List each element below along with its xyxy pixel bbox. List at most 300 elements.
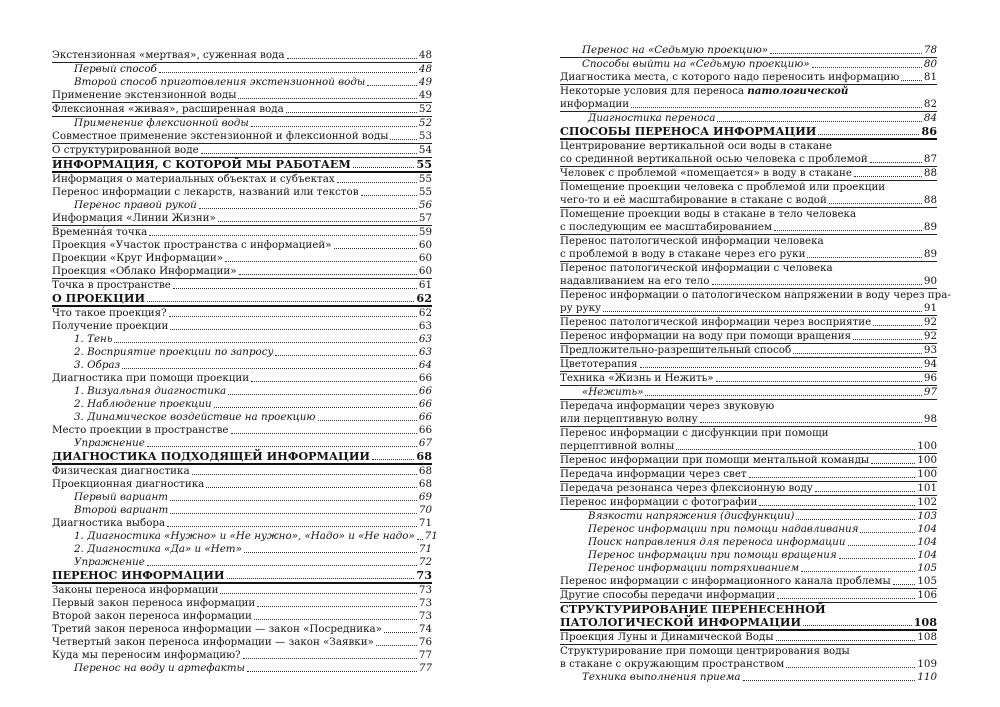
toc-entry [560, 536, 937, 549]
toc-entry [560, 468, 937, 482]
page-number: 70 [418, 504, 432, 516]
dot-leader [631, 107, 922, 108]
toc-entry-title: О структурированной воде [52, 144, 199, 156]
toc-entry [560, 125, 937, 140]
page-number: 106 [917, 589, 937, 601]
toc-entry [560, 344, 937, 358]
toc-entry [52, 424, 432, 437]
page-number: 55 [418, 173, 432, 185]
toc-entry-title: Информация «Линии Жизни» [52, 212, 216, 224]
dot-leader [853, 339, 922, 340]
page-number: 76 [418, 636, 432, 648]
toc-entry-title: Куда мы переносим информацию? [52, 649, 241, 661]
dot-leader [247, 671, 417, 672]
dot-leader [676, 449, 915, 450]
toc-entry [560, 58, 937, 71]
page-number: 69 [418, 491, 432, 503]
toc-entry-title: Некоторые условия для переноса [560, 85, 745, 97]
page-number: 73 [418, 584, 432, 596]
toc-entry-title: ИНФОРМАЦИЯ, С КОТОРОЙ МЫ РАБОТАЕМ [52, 157, 351, 171]
page-number: 73 [418, 597, 432, 609]
dot-leader [717, 121, 922, 122]
toc-entry [52, 212, 432, 226]
dot-leader [818, 134, 919, 135]
toc-entry [560, 386, 937, 400]
toc-entry [560, 262, 937, 289]
toc-entry [52, 49, 432, 63]
toc-entry [560, 482, 937, 496]
toc-entry-title: 2. Диагностика «Да» и «Нет» [74, 543, 242, 555]
dot-leader [251, 381, 417, 382]
dot-leader [286, 112, 417, 113]
dot-leader [220, 593, 416, 594]
dot-leader [257, 606, 417, 607]
toc-entry-title: Перенос на воду и артефакты [74, 662, 245, 674]
page-number: 97 [923, 386, 937, 398]
toc-entry-title: ПАТОЛОГИЧЕСКОЙ ИНФОРМАЦИИ [560, 615, 802, 629]
page-number: 63 [418, 346, 432, 358]
page-number: 49 [418, 89, 432, 101]
dot-leader [228, 394, 417, 395]
page-number: 66 [418, 372, 432, 384]
toc-entry [560, 358, 937, 372]
page-number: 73 [418, 610, 432, 622]
toc-entry [52, 636, 432, 649]
page-number: 68 [416, 449, 432, 463]
page-number: 53 [418, 130, 432, 142]
page-number: 88 [923, 167, 937, 179]
toc-entry-title: Экстензионная «мертвая», суженная вода [52, 49, 285, 61]
toc-entry [52, 346, 432, 359]
toc-entry-title: Физическая диагностика [52, 465, 190, 477]
toc-entry [560, 510, 937, 523]
toc-entry-title: Точка в пространстве [52, 279, 171, 291]
toc-entry [560, 316, 937, 330]
dot-leader [801, 571, 915, 572]
page-number: 104 [917, 523, 937, 535]
page-number: 88 [923, 194, 937, 206]
toc-entry [52, 76, 432, 89]
page-number: 109 [917, 658, 937, 670]
toc-entry-title: Техника «Жизнь и Нежить» [560, 372, 714, 384]
toc-entry-title: Временна́я точка [52, 226, 148, 238]
toc-entry [52, 398, 432, 411]
toc-entry-title: Диагностика переноса [588, 112, 716, 124]
page-number: 80 [923, 58, 937, 70]
dot-leader [372, 459, 414, 460]
toc-entry [52, 491, 432, 504]
toc-entry-title: Второй вариант [74, 504, 169, 516]
dot-leader [812, 67, 922, 68]
dot-leader [854, 176, 922, 177]
toc-entry [52, 359, 432, 372]
toc-entry [560, 454, 937, 468]
dot-leader [206, 487, 417, 488]
toc-entry [52, 610, 432, 623]
toc-entry [52, 173, 432, 186]
toc-entry [560, 671, 937, 684]
toc-entry-title: «Нежить» [582, 386, 644, 398]
page-number: 91 [923, 302, 937, 314]
toc-entry-title: Передача резонанса через флексионную воду [560, 482, 813, 494]
toc-entry [52, 530, 438, 543]
page-number: 62 [418, 307, 432, 319]
dot-leader [367, 85, 417, 86]
dot-leader [870, 162, 922, 163]
toc-entry [560, 208, 937, 235]
toc-entry-title: Структурирование при помощи центрирования воды [560, 645, 850, 657]
toc-entry-title: Помещение проекции человека с проблемой или проекции [560, 181, 886, 193]
page-number: 105 [917, 575, 937, 587]
toc-entry [52, 543, 432, 556]
toc-entry-title: 1. Тень [74, 333, 113, 345]
page-number: 100 [917, 440, 937, 452]
toc-entry-title: Помещение проекции воды в стакане в тело человека [560, 208, 857, 220]
toc-entry-title: Проекция «Облако Информации» [52, 265, 237, 277]
page-number: 60 [418, 252, 432, 264]
toc-entry-title: Перенос информации на воду при помощи вращения [560, 330, 852, 342]
dot-leader [749, 477, 916, 478]
dot-leader [384, 632, 417, 633]
toc-entry-title: Перенос патологической информации с человека [560, 262, 833, 274]
toc-entry-title: Диагностика выбора [52, 517, 166, 529]
toc-entry-title: 1. Диагностика «Нужно» и «Не нужно», «Надо» и «Не надо» [74, 530, 415, 542]
page-number: 72 [418, 556, 432, 568]
toc-entry [52, 584, 432, 597]
toc-entry-title: Получение проекции [52, 320, 169, 332]
toc-entry-title: Передача информации через звуковую [560, 400, 775, 412]
toc-entry-title: чего-то и её масштабирование в стакане с водой [560, 194, 827, 206]
toc-entry-title: или перцептивную волну [560, 413, 698, 425]
dot-leader [122, 368, 417, 369]
dot-leader [147, 446, 417, 447]
dot-leader [770, 53, 922, 54]
page-number: 55 [416, 157, 432, 171]
page-number: 74 [418, 623, 432, 635]
toc-entry-title: Техника выполнения приема [582, 671, 741, 683]
dot-leader [218, 221, 417, 222]
page-number: 89 [923, 221, 937, 233]
dot-leader [225, 261, 417, 262]
toc-entry-title-line [560, 235, 937, 248]
toc-entry [52, 144, 432, 158]
page-number: 98 [923, 413, 937, 425]
page-number: 90 [923, 275, 937, 287]
page-number: 71 [424, 530, 438, 542]
dot-leader [114, 342, 416, 343]
toc-entry [560, 181, 937, 208]
toc-entry [560, 400, 937, 427]
toc-entry [560, 167, 937, 181]
toc-entry-title: Информация о материальных объектах и субъектах [52, 173, 335, 185]
page-number: 62 [416, 291, 432, 305]
toc-entry [52, 186, 432, 199]
toc-entry-title: Третий закон переноса информации — закон «Посредника» [52, 623, 382, 635]
toc-entry [560, 589, 937, 603]
page-number: 55 [418, 186, 432, 198]
dot-leader [603, 311, 922, 312]
dot-leader [417, 539, 423, 540]
dot-leader [199, 208, 417, 209]
toc-entry-title: Диагностика места, с которого надо переносить информацию [560, 71, 900, 83]
page-number: 48 [418, 63, 432, 75]
toc-entry-title: Перенос правой рукой [74, 199, 197, 211]
toc-entry-title: Флексионная «живая», расширенная вода [52, 103, 284, 115]
toc-entry [52, 333, 432, 346]
toc-entry [52, 252, 432, 265]
dot-leader [901, 80, 922, 81]
toc-entry-title: Другие способы передачи информации [560, 589, 776, 601]
toc-entry-title: Проекционная диагностика [52, 478, 205, 490]
dot-leader [231, 433, 417, 434]
dot-leader [239, 274, 417, 275]
dot-leader [173, 288, 417, 289]
toc-entry-title: Применение экстензионной воды [52, 89, 237, 101]
toc-entry-title: Перенос информации с информационного канала проблемы [560, 575, 891, 587]
toc-entry-title: Предложительно-разрешительный способ [560, 344, 792, 356]
dot-leader [353, 167, 415, 168]
toc-entry-title: Проекции «Круг Информации» [52, 252, 223, 264]
toc-entry [560, 235, 937, 262]
toc-entry-title: перцептивной волны [560, 440, 675, 452]
toc-entry-title: Применение флексионной воды [74, 117, 249, 129]
page-number: 48 [418, 49, 432, 61]
page-number: 104 [917, 536, 937, 548]
toc-entry-title-line [560, 85, 937, 98]
toc-entry-title-line [560, 427, 937, 440]
toc-entry [52, 265, 432, 279]
page-number: 59 [418, 226, 432, 238]
page-number: 77 [418, 649, 432, 661]
toc-entry-title: Законы переноса информации [52, 584, 219, 596]
page-number: 86 [921, 124, 937, 138]
dot-leader [169, 316, 417, 317]
toc-entry-title: СПОСОБЫ ПЕРЕНОСА ИНФОРМАЦИИ [560, 124, 817, 138]
toc-entry-title: Перенос патологической информации через восприятие [560, 316, 872, 328]
dot-leader [640, 367, 922, 368]
toc-entry [52, 307, 432, 320]
toc-entry-title: ДИАГНОСТИКА ПОДХОДЯЩЕЙ ИНФОРМАЦИИ [52, 449, 370, 463]
toc-entry [560, 372, 937, 386]
page-number: 60 [418, 239, 432, 251]
toc-entry-title: Проекция Луны и Динамической Воды [560, 631, 774, 643]
dot-leader [743, 680, 916, 681]
page-number: 71 [418, 517, 432, 529]
toc-entry [52, 662, 432, 675]
toc-entry-title: ПЕРЕНОС ИНФОРМАЦИИ [52, 568, 225, 582]
page-number: 49 [418, 76, 432, 88]
dot-leader [774, 230, 922, 231]
toc-entry-title: Диагностика при помощи проекции [52, 372, 250, 384]
dot-leader [170, 500, 417, 501]
toc-entry [52, 292, 432, 307]
toc-entry-title: Что такое проекция? [52, 307, 167, 319]
page-number: 66 [418, 398, 432, 410]
page-number: 110 [917, 671, 937, 683]
toc-entry-title: Центрирование вертикальной оси воды в стакане [560, 140, 832, 152]
dot-leader [712, 284, 922, 285]
toc-entry [52, 623, 432, 636]
dot-leader [238, 98, 416, 99]
dot-leader [776, 640, 916, 641]
toc-entry [52, 63, 432, 76]
toc-entry-title: Перенос информации при помощи ментальной команды [560, 454, 870, 466]
page-number: 64 [418, 359, 432, 371]
page-number: 92 [923, 330, 937, 342]
toc-entry-title-line [560, 289, 951, 302]
toc-entry-title: информации [560, 98, 630, 110]
toc-entry [560, 140, 937, 167]
page-number: 73 [416, 568, 432, 582]
toc-entry [560, 562, 937, 575]
toc-entry [560, 496, 937, 510]
toc-entry [52, 372, 432, 385]
page-number: 81 [923, 71, 937, 83]
dot-leader [361, 195, 417, 196]
page-number: 66 [418, 411, 432, 423]
page-number: 56 [418, 199, 432, 211]
dot-leader [796, 519, 915, 520]
toc-entry-title: Передача информации через свет [560, 468, 747, 480]
toc-entry [52, 649, 432, 662]
page-number: 92 [923, 316, 937, 328]
page-number: 87 [923, 153, 937, 165]
page-number: 101 [917, 482, 937, 494]
toc-entry-title: О ПРОЕКЦИИ [52, 291, 146, 305]
page-number: 108 [913, 615, 937, 629]
toc-entry [560, 289, 951, 316]
page-number: 84 [923, 112, 937, 124]
toc-entry-title-line [560, 208, 937, 221]
toc-entry [52, 320, 432, 333]
dot-leader [147, 301, 414, 302]
dot-leader [287, 58, 417, 59]
dot-leader [829, 203, 922, 204]
toc-entry [560, 44, 937, 58]
dot-leader [227, 578, 415, 579]
toc-entry [52, 465, 432, 478]
toc-entry [560, 523, 937, 536]
toc-entry-title: Первый закон переноса информации [52, 597, 256, 609]
dot-leader [159, 72, 417, 73]
toc-entry-title: надавливанием на его тело [560, 275, 710, 287]
toc-entry-title: Первый вариант [74, 491, 168, 503]
page-number: 100 [917, 454, 937, 466]
toc-entry-title: Второй закон переноса информации [52, 610, 252, 622]
dot-leader [254, 619, 417, 620]
left-toc-page [52, 49, 438, 675]
page-number: 82 [923, 98, 937, 110]
toc-entry [52, 103, 432, 117]
toc-entry-title: Упражнение [74, 437, 145, 449]
dot-leader [893, 584, 916, 585]
page-number: 57 [418, 212, 432, 224]
page-number: 96 [923, 372, 937, 384]
dot-leader [337, 182, 417, 183]
toc-entry-title: Четвертый закон переноса информации — закон «Заявки» [52, 636, 374, 648]
page-number: 68 [418, 465, 432, 477]
toc-entry-title: Перенос информации с фотографии [560, 496, 758, 508]
toc-entry [560, 427, 937, 454]
page-number: 60 [418, 265, 432, 277]
toc-entry [52, 569, 432, 584]
toc-entry-title: Перенос патологической информации человека [560, 235, 824, 247]
toc-entry-title-line [560, 400, 937, 413]
toc-entry-title: с последующим ее масштабированием [560, 221, 772, 233]
toc-entry-title: Перенос на «Седьмую проекцию» [582, 44, 769, 56]
toc-entry-title: Вязкости напряжения (дисфункции) [588, 510, 795, 522]
page-number: 78 [923, 44, 937, 56]
page-number: 66 [418, 385, 432, 397]
toc-entry-title: Второй способ приготовления экстензионной воды [74, 76, 366, 88]
toc-entry-title-line [560, 140, 937, 153]
toc-entry-title: Перенос информации при помощи надавливания [588, 523, 859, 535]
dot-leader [807, 257, 921, 258]
toc-entry [560, 85, 937, 112]
toc-entry-title-line [560, 262, 937, 275]
page-number: 71 [418, 543, 432, 555]
page-number: 94 [923, 358, 937, 370]
toc-entry-title: в стакане с окружающим пространством [560, 658, 785, 670]
dot-leader [376, 645, 417, 646]
toc-entry [52, 199, 432, 212]
dot-leader [716, 381, 922, 382]
page-number: 105 [917, 562, 937, 574]
toc-entry [52, 385, 432, 398]
toc-entry-title-line [560, 181, 937, 194]
dot-leader [871, 463, 915, 464]
toc-entry-title-line [560, 645, 937, 658]
dot-leader [167, 526, 417, 527]
dot-leader [318, 420, 417, 421]
page-number: 52 [418, 117, 432, 129]
page-number: 104 [917, 549, 937, 561]
dot-leader [275, 355, 416, 356]
toc-entry-title: Упражнение [74, 556, 145, 568]
page-number: 52 [418, 103, 432, 115]
toc-entry-title: Первый способ [74, 63, 157, 75]
toc-entry-title: Перенос информации с дисфункции при помощи [560, 427, 829, 439]
dot-leader [860, 532, 915, 533]
toc-entry [52, 504, 432, 517]
dot-leader [244, 552, 417, 553]
toc-entry-title: 1. Визуальная диагностика [74, 385, 227, 397]
page-number: 103 [917, 510, 937, 522]
dot-leader [873, 325, 922, 326]
toc-entry-title: СТРУКТУРИРОВАНИЕ ПЕРЕНЕСЕННОЙ [560, 602, 826, 616]
toc-entry [52, 450, 432, 465]
toc-entry [52, 226, 432, 239]
toc-entry-title: Перенос информации потряхиванием [588, 562, 800, 574]
toc-entry-title: Перенос информации при помощи вращения [588, 549, 837, 561]
toc-entry-title: 3. Динамическое воздействие на проекцию [74, 411, 316, 423]
page-number: 66 [418, 424, 432, 436]
dot-leader [839, 558, 916, 559]
dot-leader [170, 329, 417, 330]
dot-leader [170, 513, 417, 514]
page-number: 67 [418, 437, 432, 449]
toc-entry [52, 517, 432, 530]
dot-leader [645, 395, 922, 396]
toc-entry [52, 411, 432, 424]
page-number: 61 [418, 279, 432, 291]
toc-entry-title: с проблемой в воду в стакане через его руки [560, 248, 806, 260]
dot-leader [201, 153, 417, 154]
toc-entry [52, 478, 432, 491]
dot-leader [251, 126, 417, 127]
page-number: 63 [418, 333, 432, 345]
page-number: 89 [923, 248, 937, 260]
